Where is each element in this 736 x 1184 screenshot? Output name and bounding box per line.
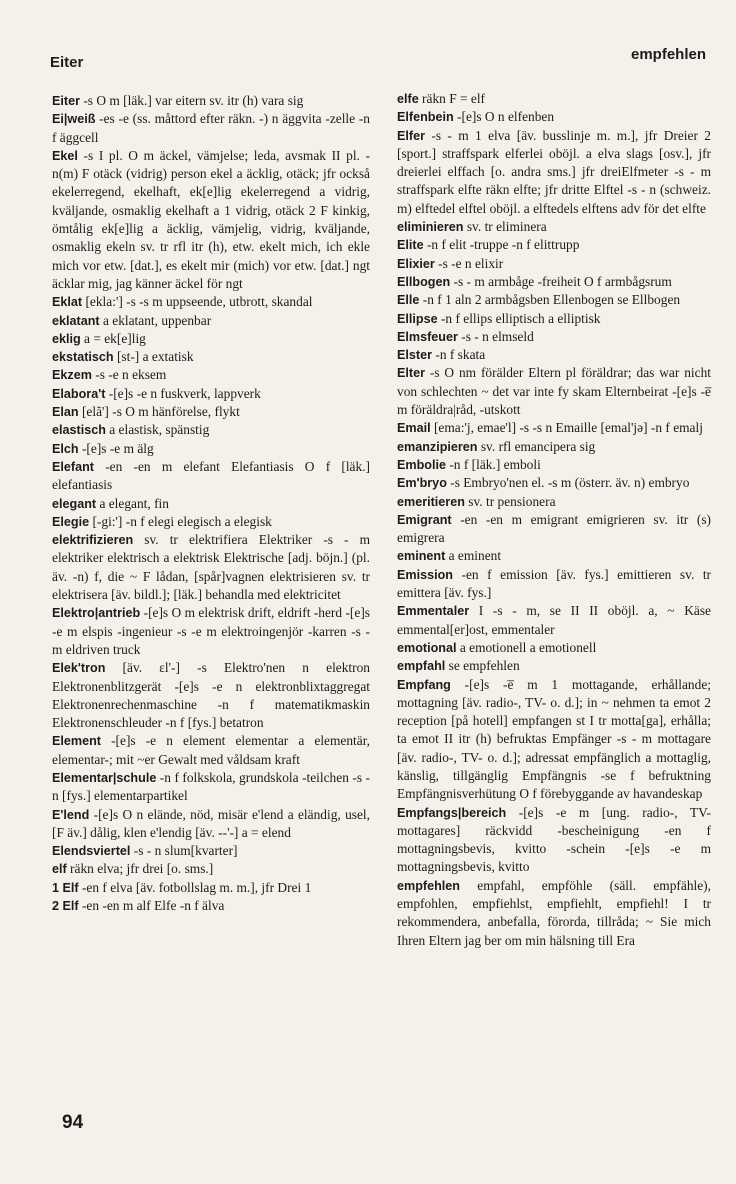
entry-elektroantrieb: Elektro|antrieb -[e]s O m elektrisk drift, eldrift -herd -[e]s -e m elspis -ingenieur -s -e m elektroingenjör -karren -s - m eldriven truck: [52, 605, 370, 657]
entry-elendsviertel: Elendsviertel -s - n slum[kvarter]: [52, 843, 238, 859]
entry-eklig: eklig a = ek[e]lig: [52, 330, 146, 346]
page-header: [50, 46, 706, 72]
entry-elfe: elfe räkn F = elf: [397, 91, 486, 106]
headword: Elite: [397, 238, 424, 253]
headword: Elfer: [397, 128, 425, 143]
headword: emotional: [397, 640, 457, 655]
entry-eiweiss: Ei|weiß -es -e (ss. måttord efter räkn. -) n äggvita -zelle -n f äggcell: [52, 111, 370, 145]
page-number: 94: [62, 1112, 84, 1133]
column-left: [52, 92, 370, 915]
entry-elch: Elch -[e]s -e m älg: [52, 440, 154, 456]
entry-elend: E'lend -[e]s O n elände, nöd, misär e'lend a eländig, usel, [F äv.] dålig, klen e'lendig [äv. --'-] a = elend: [52, 806, 370, 840]
left-guide-word: Eiter: [50, 54, 84, 71]
entry-elaborat: Elabora't -[e]s -e n fuskverk, lappverk: [52, 385, 261, 401]
headword: Elch: [52, 441, 79, 456]
entry-elfer: Elfer -s - m 1 elva [äv. busslinje m. m.], jfr Dreier 2 [sport.] straffspark elferlei oböjl. a elva slags [osv.], jfr dreierlei elffach [o. andra sms.] jfr dreiElfmeter -s - m straffspark elfte räkn elfte; jfr dritte Elftel -s - n (schweiz. m) elftedel elftel oböjl. a elftedels elftens adv för det elfte: [397, 127, 711, 216]
headword: Email: [397, 421, 431, 436]
entry-emigrant: Emigrant -en -en m emigrant emigrieren sv. itr (s) emigrera: [397, 511, 711, 546]
headword: elektrifizieren: [52, 533, 134, 548]
entry-emotional: emotional a emotionell a emotionell: [397, 639, 597, 655]
headword: Emmentaler: [397, 604, 470, 619]
headword: empfehlen: [397, 878, 460, 893]
entry-elastisch: elastisch a elastisk, spänstig: [52, 422, 210, 438]
headword: eklatant: [52, 313, 100, 328]
headword: Elegie: [52, 514, 90, 529]
entry-eminent: eminent a eminent: [397, 548, 502, 564]
headword: Ellbogen: [397, 274, 451, 289]
headword: Ei|weiß: [52, 112, 96, 127]
entry-elf-1: 1 Elf -en f elva [äv. fotbollslag m. m.], jfr Drei 1: [52, 879, 312, 895]
entry-eklat: Eklat [ekla:'] -s -s m uppseende, utbrott, skandal: [52, 294, 313, 310]
entry-elektrifizieren: elektrifizieren sv. tr elektrifiera Elektriker -s - m elektriker elektrisch a elektrisk Elektrische [adj. böjn.] (pl. äv. -n) f, die ~ F lådan, [spår]vagnen elektrisieren sv. tr elektrisera [äv. bildl.]; [läk.] behandla med elektricitet: [52, 532, 370, 603]
entry-elite: Elite -n f elit -truppe -n f elittrupp: [397, 237, 580, 253]
entry-elmsfeuer: Elmsfeuer -s - n elmseld: [397, 328, 534, 344]
entry-elf-2: 2 Elf -en -en m alf Elfe -n f älva: [52, 898, 225, 914]
headword: eliminieren: [397, 220, 464, 235]
entry-ellbogen: Ellbogen -s - m armbåge -freiheit O f armbågsrum: [397, 273, 672, 289]
entry-elter: Elter -s O nm förälder Eltern pl föräldrar; das war nicht von schlechten ~ det var inte fy skam Elternbeirat -[e]s -e̅ m föräldra|råd, -utskott: [397, 365, 711, 418]
headword: Ekzem: [52, 368, 92, 383]
entry-elixier: Elixier -s -e n elixir: [397, 255, 504, 271]
entry-emission: Emission -en f emission [äv. fys.] emittieren sv. tr emittera [äv. fys.]: [397, 566, 711, 601]
headword: Empfang: [397, 677, 451, 692]
entry-embryo: Em'bryo -s Embryo'nen el. -s m (österr. äv. n) embryo: [397, 475, 690, 491]
headword: Eklat: [52, 295, 83, 310]
headword: 1 Elf: [52, 880, 79, 895]
headword: Element: [52, 734, 101, 749]
entry-emmentaler: Emmentaler I -s - m, se II II oböjl. a, ~ Käse emmental[er]ost, emmentaler: [397, 603, 711, 637]
headword: Elefant: [52, 459, 94, 474]
entry-ellipse: Ellipse -n f ellips elliptisch a elliptisk: [397, 310, 601, 326]
headword: elfe: [397, 92, 419, 106]
headword: eminent: [397, 549, 446, 564]
headword: Ellipse: [397, 311, 438, 326]
headword: Elter: [397, 366, 425, 381]
entry-elster: Elster -n f skata: [397, 347, 486, 363]
entry-embolie: Embolie -n f [läk.] emboli: [397, 456, 541, 472]
headword: Ekel: [52, 148, 78, 163]
entry-eliminieren: eliminieren sv. tr eliminera: [397, 219, 547, 235]
headword: ekstatisch: [52, 350, 114, 365]
column-right: [397, 90, 711, 950]
headword: Elfenbein: [397, 110, 454, 125]
entry-elefant: Elefant -en -en m elefant Elefantiasis O f [läk.] elefantiasis: [52, 458, 370, 493]
entry-empfahl: empfahl se empfehlen: [397, 658, 520, 674]
entry-empfehlen: empfehlen empfahl, empföhle (säll. empfähle), empfohlen, empfiehlst, empfiehlt, empfiehl! I tr rekommendera, anbefalla, förorda, tillråda; ~ Sie mich Ihren Eltern jag ber om min hälsning till Era: [397, 877, 711, 948]
headword: Elixier: [397, 256, 435, 271]
entry-elegie: Elegie [-gi:'] -n f elegi elegisch a elegisk: [52, 513, 272, 529]
entry-eiter: Eiter -s O m [läk.] var eitern sv. itr (h) vara sig: [52, 93, 304, 108]
headword: Emigrant: [397, 512, 452, 527]
headword: elegant: [52, 496, 97, 511]
entry-emeritieren: emeritieren sv. tr pensionera: [397, 493, 556, 509]
entry-elfenbein: Elfenbein -[e]s O n elfenben: [397, 109, 555, 125]
headword: E'lend: [52, 807, 90, 822]
entry-elegant: elegant a elegant, fin: [52, 495, 169, 511]
entry-elektron: Elek'tron [äv. ɛl'-] -s Elektro'nen n elektron Elektronenblitzgerät -[e]s -e n elektronblixtaggregat Elektronenrechenmaschine -n f matematikmaskin Elektronenschleuder -n f [fys.] betatron: [52, 660, 370, 731]
headword: elf: [52, 862, 67, 877]
headword: Elmsfeuer: [397, 329, 458, 344]
headword: Emission: [397, 567, 453, 582]
headword: Elan: [52, 405, 79, 420]
headword: Elster: [397, 348, 433, 363]
entry-eklatant: eklatant a eklatant, uppenbar: [52, 312, 212, 328]
headword: Elek'tron: [52, 661, 106, 676]
entry-elle: Elle -n f 1 aln 2 armbågsben Ellenbogen se Ellbogen: [397, 292, 681, 308]
entry-elan: Elan [elã'] -s O m hänförelse, flykt: [52, 404, 240, 420]
entry-element: Element -[e]s -e n element elementar a elementär, elementar-; mit ~er Gewalt med våldsam kraft: [52, 733, 370, 767]
entry-email: Email [ema:'j, emae'l] -s -s n Emaille [emal'jə] -n f emalj: [397, 420, 703, 436]
headword: Empfangs|bereich: [397, 805, 507, 820]
headword: Elabora't: [52, 386, 106, 401]
headword: Eiter: [52, 94, 80, 108]
headword: 2 Elf: [52, 899, 79, 914]
headword: elastisch: [52, 423, 106, 438]
entry-ekzem: Ekzem -s -e n eksem: [52, 367, 167, 383]
headword: emanzipieren: [397, 439, 478, 454]
headword: Elle: [397, 293, 420, 308]
headword: emeritieren: [397, 494, 465, 509]
entry-elf: elf räkn elva; jfr drei [o. sms.]: [52, 861, 214, 877]
entry-ekstatisch: ekstatisch [st-] a extatisk: [52, 349, 194, 365]
right-guide-word: empfehlen: [630, 46, 706, 63]
headword: Embolie: [397, 457, 446, 472]
headword: eklig: [52, 331, 81, 346]
headword: empfahl: [397, 659, 446, 674]
headword: Em'bryo: [397, 476, 447, 491]
entry-ekel: Ekel -s I pl. O m äckel, vämjelse; leda, avsmak II pl. - n(m) F otäck (vidrig) person ekel a äcklig, otäck; jfr också ekelerregend, ekelhaft, ek[e]lig ekelerregend a vidrig, kväljande, osmaklig ekelhaft a 1 vidrig, otäck 2 F kinkig, ömtålig ek[e]lig a äcklig, vämjelig, vidrig, kväljande, osmaklig ekeln sv. tr rfl itr (h), etw. ekelt mich, ich ekle mich vor etw. [dat.], es ekelt mir (mich) vor etw. [dat.] ngt äcklar mig, jag känner äckel för ngt: [52, 147, 370, 291]
headword: Elementar|schule: [52, 770, 157, 785]
entry-empfang: Empfang -[e]s -e̅ m 1 mottagande, erhållande; mottagning [äv. radio-, TV- o. d.]; in ~ nehmen ta emot 2 reception [på hotell] empfangen st I tr motta[ga], erhålla; ta emot II itr (h) befruktas Empfänger -s - m mottagare [äv. radio-, TV- o. d.]; adressat empfänglich a mottaglig, känslig, tillgänglig Empfängnis -se f befruktning Empfängnisverhütung O f förebyggande av havandeskap: [397, 676, 711, 802]
entry-elementarschule: Elementar|schule -n f folkskola, grundskola -teilchen -s - n [fys.] elementarpartikel: [52, 769, 370, 804]
entry-emanzipieren: emanzipieren sv. rfl emancipera sig: [397, 438, 596, 454]
headword: Elektro|antrieb: [52, 606, 141, 621]
entry-empfangsbereich: Empfangs|bereich -[e]s -e m [ung. radio-, TV-mottagares] räckvidd -bescheinigung -en f mottagningsbevis, kvitto -schein -[e]s -e m mottagningsbevis, kvitto: [397, 804, 711, 875]
headword: Elendsviertel: [52, 844, 131, 859]
